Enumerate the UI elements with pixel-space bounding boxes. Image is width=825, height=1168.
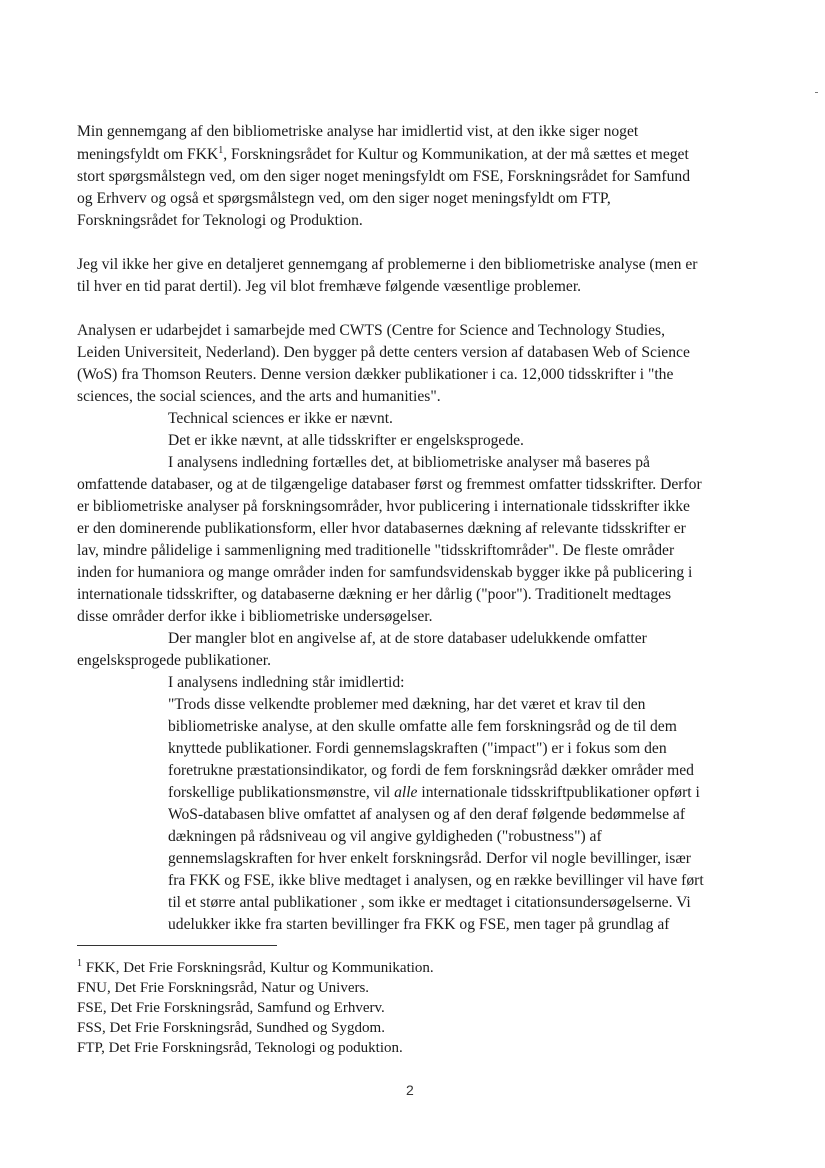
- text-fragment: FKK, Det Frie Forskningsråd, Kultur og Kommunikation.: [82, 960, 434, 976]
- text-line: Jeg vil ikke her give en detaljeret gennemgang af problemerne i den bibliometriske analyse (men er: [77, 256, 698, 273]
- text-fragment: internationale tidsskriftpublikationer opført i: [417, 784, 700, 801]
- text-line: Analysen er udarbejdet i samarbejde med CWTS (Centre for Science and Technology Studies,: [77, 322, 665, 339]
- text-fragment: meningsfyldt om FKK: [77, 146, 219, 163]
- text-line: omfattende databaser, og at de tilgængelige databaser først og fremmest omfatter tidsskrifter. Derfor: [77, 476, 702, 493]
- paragraph-5: Det er ikke nævnt, at alle tidsskrifter er engelsksprogede.: [168, 432, 524, 449]
- paragraph-4: Technical sciences er ikke er nævnt.: [168, 410, 393, 427]
- quote-line: [168, 782, 700, 804]
- footnote-line: [77, 957, 434, 979]
- quote-line: gennemslagskraften for hver enkelt forskningsråd. Derfor vil nogle bevillinger, især: [168, 850, 691, 867]
- quote-line: foretrukne præstationsindikator, og fordi de fem forskningsråd dækker områder med: [168, 762, 694, 779]
- quote-line: dækningen på rådsniveau og vil angive gyldigheden ("robustness") af: [168, 828, 602, 845]
- quote-line: "Trods disse velkendte problemer med dækning, har det været et krav til den: [168, 696, 646, 713]
- text-line: disse områder derfor ikke i bibliometriske undersøgelser.: [77, 608, 433, 625]
- footnote-line: FTP, Det Frie Forskningsråd, Teknologi og poduktion.: [77, 1040, 403, 1056]
- footnote-line: FSS, Det Frie Forskningsråd, Sundhed og Sygdom.: [77, 1020, 385, 1036]
- text-line: Leiden Universiteit, Nederland). Den bygger på dette centers version af databasen Web of Science: [77, 344, 690, 361]
- text-line: lav, mindre pålidelige i sammenligning med traditionelle "tidsskriftområder". De fleste områder: [77, 542, 675, 559]
- quote-line: fra FKK og FSE, ikke blive medtaget i analysen, og en række bevillinger vil have ført: [168, 872, 704, 889]
- text-line: er den dominerende publikationsform, eller hvor databasernes dækning af relevante tidsskrifter er: [77, 520, 686, 537]
- emphasis: alle: [394, 784, 418, 801]
- text-line: stort spørgsmålstegn ved, om den siger noget meningsfyldt om FSE, Forskningsrådet for Samfund: [77, 168, 691, 185]
- footnote-line: FSE, Det Frie Forskningsråd, Samfund og Erhverv.: [77, 1000, 385, 1016]
- footnote-marker: 1: [77, 958, 82, 969]
- text-line: Min gennemgang af den bibliometriske analyse har imidlertid vist, at den ikke siger noget: [77, 123, 639, 140]
- footnote-ref: 1: [218, 144, 224, 156]
- text-line: internationale tidsskrifter, og databaserne dækning er her dårlig ("poor"). Traditionelt medtages: [77, 586, 672, 603]
- quote-line: knyttede publikationer. Fordi gennemslagskraften ("impact") er i fokus som den: [168, 740, 667, 757]
- text-line: Der mangler blot en angivelse af, at de store databaser udelukkende omfatter: [168, 630, 647, 647]
- footnote-line: FNU, Det Frie Forskningsråd, Natur og Univers.: [77, 980, 370, 996]
- quote-line: bibliometriske analyse, at den skulle omfatte alle fem forskningsråd og de til dem: [168, 718, 677, 735]
- text-line: I analysens indledning fortælles det, at bibliometriske analyser må baseres på: [168, 454, 650, 471]
- paragraph-8: I analysens indledning står imidlertid:: [168, 674, 405, 691]
- edge-mark: [815, 92, 818, 93]
- text-line: til hver en tid parat dertil). Jeg vil blot fremhæve følgende væsentlige problemer.: [77, 278, 582, 295]
- text-line: sciences, the social sciences, and the arts and humanities".: [77, 388, 441, 405]
- text-fragment: forskellige publikationsmønstre, vil: [168, 784, 395, 801]
- text-line: er bibliometriske analyser på forskningsområder, hvor publicering i internationale tidsskrifter ikke: [77, 498, 690, 515]
- quote-line: udelukker ikke fra starten bevillinger fra FKK og FSE, men tager på grundlag af: [168, 916, 670, 933]
- text-line: engelsksprogede publikationer.: [77, 652, 272, 669]
- text-fragment: , Forskningsrådet for Kultur og Kommunikation, at der må sættes et meget: [223, 146, 689, 163]
- text-line: Forskningsrådet for Teknologi og Produktion.: [77, 212, 363, 229]
- text-line: inden for humaniora og mange områder inden for samfundsvidenskab bygger ikke på publicering i: [77, 564, 693, 581]
- text-line: [77, 144, 689, 166]
- quote-line: WoS-databasen blive omfattet af analysen og af den deraf følgende bedømmelse af: [168, 806, 686, 823]
- text-line: (WoS) fra Thomson Reuters. Denne version dækker publikationer i ca. 12,000 tidsskrifter i "the: [77, 366, 674, 383]
- footnote-separator: [77, 945, 277, 946]
- text-line: og Erhverv og også et spørgsmålstegn ved, om den siger noget meningsfyldt om FTP,: [77, 190, 611, 207]
- page-number: 2: [406, 1082, 414, 1098]
- quote-line: til et større antal publikationer , som ikke er medtaget i citationsundersøgelserne. Vi: [168, 894, 691, 911]
